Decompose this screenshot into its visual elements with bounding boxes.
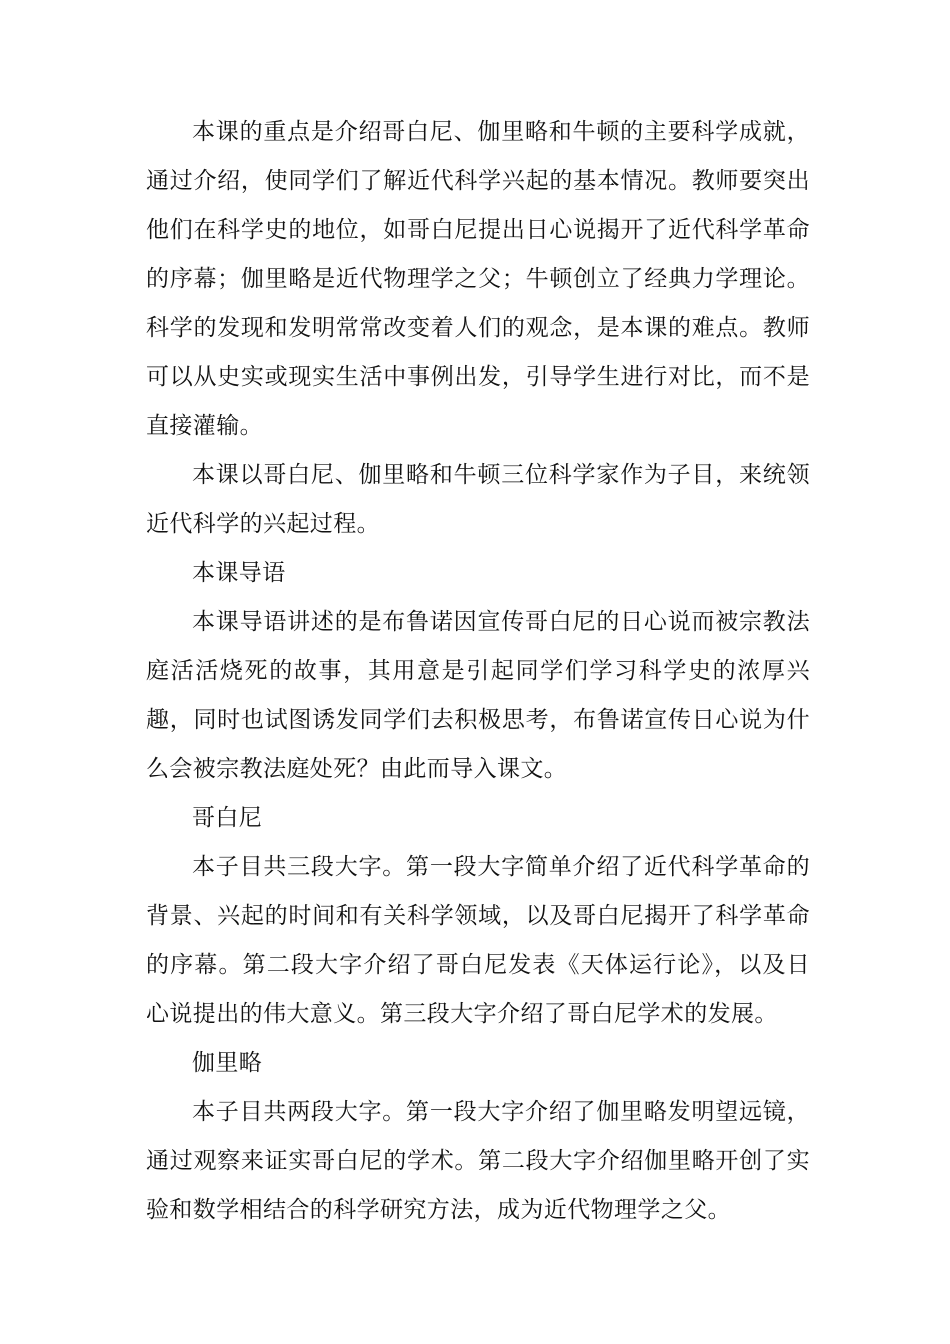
paragraph-overview: 本课的重点是介绍哥白尼、伽里略和牛顿的主要科学成就，通过介绍，使同学们了解近代科学兴起的基本情况。教师要突出他们在科学史的地位，如哥白尼提出日心说揭开了近代科学革命的序幕；伽里略是近代物理学之父；牛顿创立了经典力学理论。科学的发现和发明常常改变着人们的观念，是本课的难点。教师可以从史实或现实生活中事例出发，引导学生进行对比，而不是直接灌输。 xyxy=(146,119,810,439)
document-body xyxy=(146,108,810,1235)
heading-galileo: 伽里略 xyxy=(192,1050,263,1076)
paragraph-structure: 本课以哥白尼、伽里略和牛顿三位科学家作为子目，来统领近代科学的兴起过程。 xyxy=(146,462,810,537)
heading-lesson-intro: 本课导语 xyxy=(192,560,286,586)
heading-copernicus: 哥白尼 xyxy=(192,805,263,831)
paragraph-lesson-intro: 本课导语讲述的是布鲁诺因宣传哥白尼的日心说而被宗教法庭活活烧死的故事，其用意是引起同学们学习科学史的浓厚兴趣，同时也试图诱发同学们去积极思考，布鲁诺宣传日心说为什么会被宗教法庭处死？由此而导入课文。 xyxy=(146,609,810,782)
paragraph-galileo: 本子目共两段大字。第一段大字介绍了伽里略发明望远镜，通过观察来证实哥白尼的学术。第二段大字介绍伽里略开创了实验和数学相结合的科学研究方法，成为近代物理学之父。 xyxy=(146,1099,810,1223)
paragraph-copernicus: 本子目共三段大字。第一段大字简单介绍了近代科学革命的背景、兴起的时间和有关科学领域，以及哥白尼揭开了科学革命的序幕。第二段大字介绍了哥白尼发表《天体运行论》，以及日心说提出的伟大意义。第三段大字介绍了哥白尼学术的发展。 xyxy=(146,854,810,1027)
